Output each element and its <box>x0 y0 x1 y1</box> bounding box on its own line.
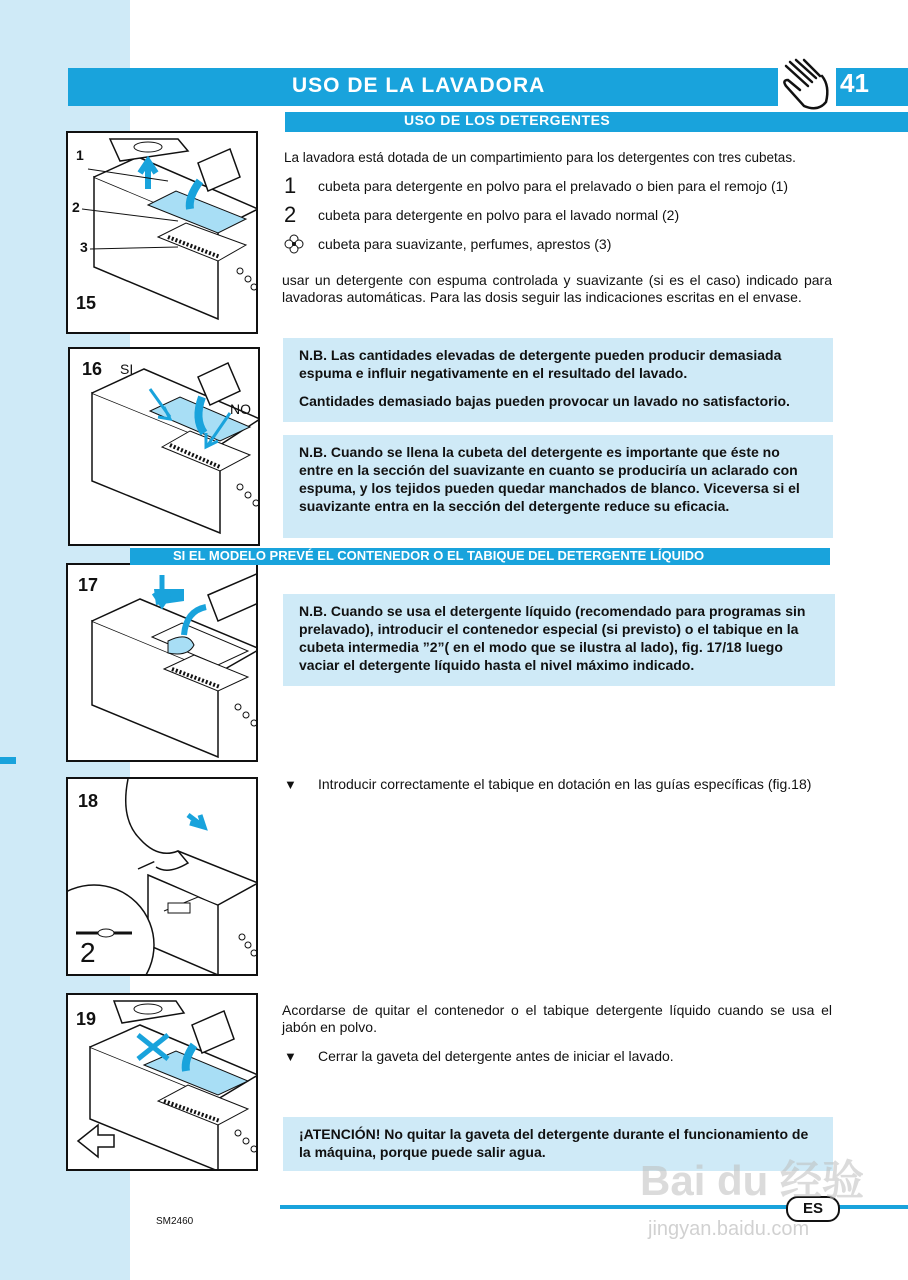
hand-icon <box>778 56 836 114</box>
figure-number: 17 <box>78 575 99 595</box>
figure-17 <box>66 563 258 762</box>
liquid-section-underline <box>130 564 830 565</box>
section-title: USO DE LOS DETERGENTES <box>404 112 611 128</box>
compartment-text: cubeta para suavizante, perfumes, aprestos (3) <box>318 236 612 252</box>
watermark-url: jingyan.baidu.com <box>648 1218 810 1240</box>
subheader-underline <box>285 130 908 132</box>
note-fill-text: N.B. Cuando se llena la cubeta del detergente es importante que éste no entre en la sección del suavizante en cuanto se produciría un aclarado con espuma, y los tejidos pueden quedar manchados de blanco. Viceversa si el suavizante entra en la sección del detergente reduce su eficacia. <box>299 444 800 514</box>
liquid-section-title: SI EL MODELO PREVÉ EL CONTENEDOR O EL TABIQUE DEL DETERGENTE LÍQUIDO <box>173 548 705 563</box>
note-quantity <box>283 338 833 422</box>
step-19-text: Cerrar la gaveta del detergente antes de iniciar el lavado. <box>318 1048 674 1064</box>
language-badge: ES <box>786 1196 840 1222</box>
compartment-text: cubeta para detergente en polvo para el prelavado o bien para el remojo (1) <box>318 178 789 194</box>
divider-label: 2 <box>80 937 96 968</box>
figure-16 <box>68 347 260 546</box>
figure-number: 19 <box>76 1009 97 1029</box>
note-quantity-low: Cantidades demasiado bajas pueden provocar un lavado no satisfactorio. <box>299 393 790 409</box>
page-title: USO DE LA LAVADORA <box>292 74 546 97</box>
reminder-text: Acordarse de quitar el contenedor o el tabique detergente líquido cuando se usa el jabón en polvo. <box>282 1002 832 1035</box>
note-liquid-text: N.B. Cuando se usa el detergente líquido (recomendado para programas sin prelavado), introducir el contenedor especial (si previsto) o el tabique en la cubeta intermedia ”2”( en el modo que se ilustra al lado), fig. 17/18 luego vaciar el detergente líquido hasta el nivel máximo indicado. <box>299 603 806 673</box>
compartment-marker: 2 <box>284 202 297 227</box>
drawer-illustration <box>68 995 258 1171</box>
figure-callout-2: 2 <box>72 199 80 215</box>
margin-tick <box>0 757 16 764</box>
label-incorrect: NO <box>230 401 251 417</box>
note-quantity-high: N.B. Las cantidades elevadas de detergente pueden producir demasiada espuma e influir negativamente en el resultado del lavado. <box>299 347 782 381</box>
step-18-text: Introducir correctamente el tabique en dotación en las guías específicas (fig.18) <box>318 776 812 792</box>
bullet-icon: ▼ <box>284 1049 297 1064</box>
watermark-logo: Bai du 经验 <box>640 1157 865 1204</box>
bullet-icon: ▼ <box>284 777 297 792</box>
intro-text: La lavadora está dotada de un compartimiento para los detergentes con tres cubetas. <box>284 150 796 165</box>
figure-number: 18 <box>78 791 99 811</box>
figure-callout-1: 1 <box>76 147 84 163</box>
page-number: 41 <box>840 68 869 98</box>
attention-text: ¡ATENCIÓN! No quitar la gaveta del detergente durante el funcionamiento de la máquina, porque puede salir agua. <box>299 1126 809 1160</box>
figure-19 <box>66 993 258 1171</box>
figure-15 <box>66 131 258 334</box>
figure-18 <box>66 777 258 976</box>
note-fill <box>283 435 833 538</box>
drawer-illustration <box>68 133 258 334</box>
label-correct: SI <box>120 361 134 377</box>
document-code: SM2460 <box>156 1216 194 1227</box>
compartment-marker: 1 <box>284 173 297 198</box>
figure-number: 16 <box>82 359 103 379</box>
compartment-text: cubeta para detergente en polvo para el lavado normal (2) <box>318 207 680 223</box>
figure-callout-3: 3 <box>80 239 88 255</box>
figure-number: 15 <box>76 293 97 313</box>
note-liquid <box>283 594 835 686</box>
flower-icon <box>284 234 304 260</box>
usage-text: usar un detergente con espuma controlada y suavizante (si es el caso) indicado para lavadoras automáticas. Para las dosis seguir las indicaciones escritas en el envase. <box>282 272 832 305</box>
